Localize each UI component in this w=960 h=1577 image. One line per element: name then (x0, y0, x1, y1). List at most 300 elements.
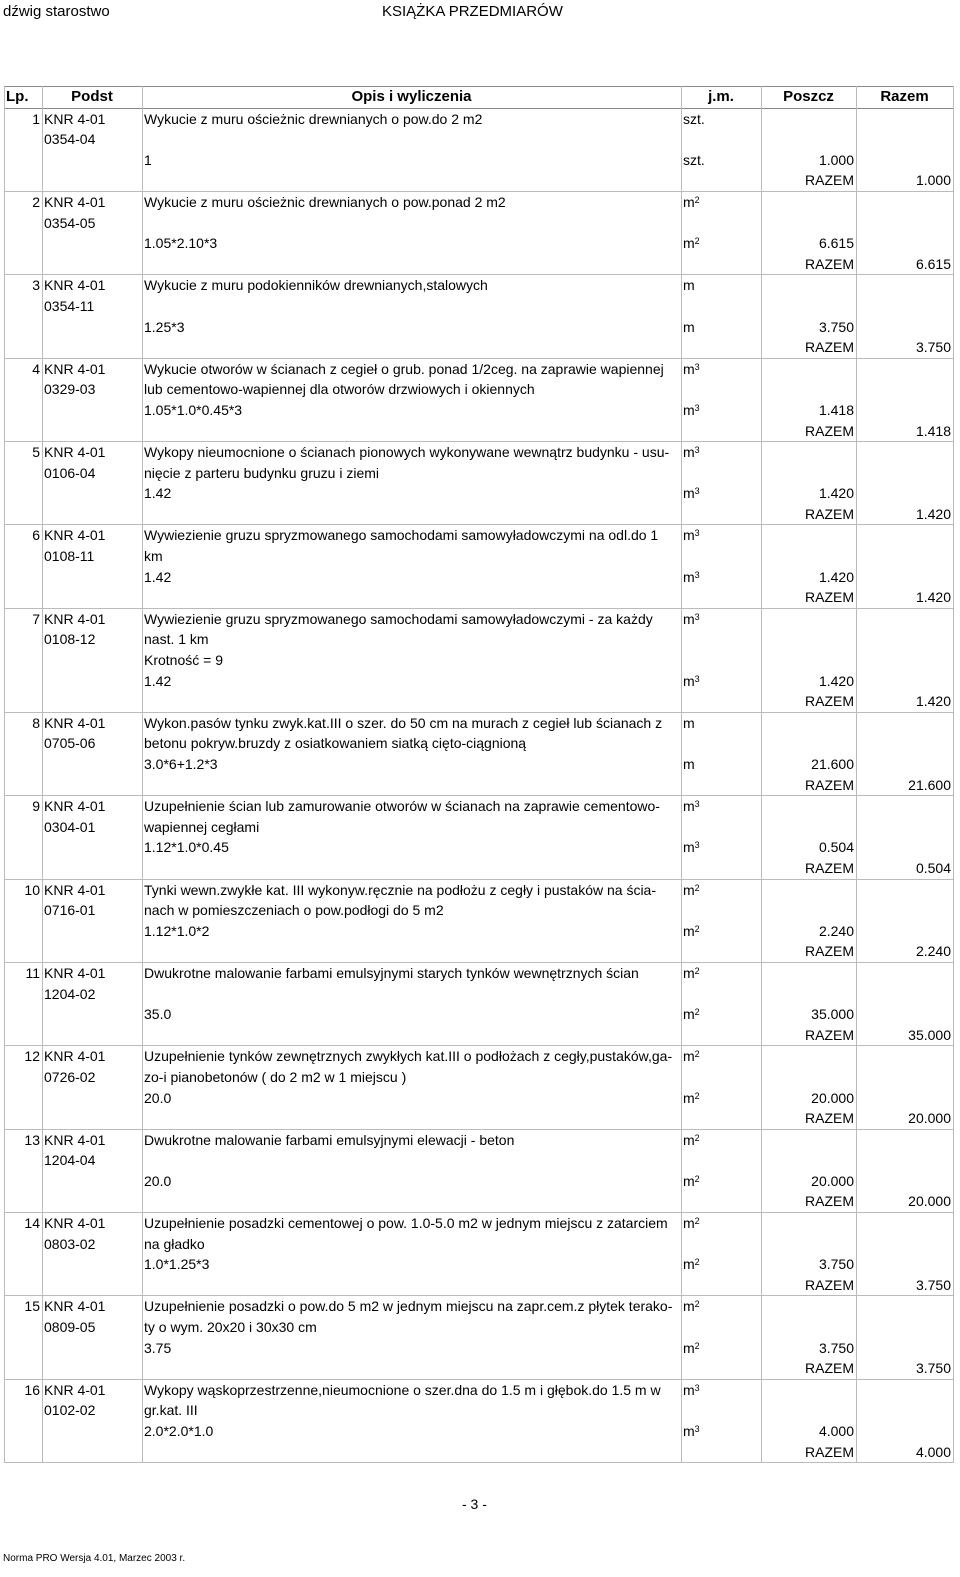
empty-cell (4, 504, 42, 525)
empty-cell (856, 233, 953, 254)
item-basis: KNR 4-01 (44, 1131, 106, 1148)
empty-cell (42, 671, 142, 692)
table-row (4, 1421, 953, 1442)
position-item (4, 1213, 953, 1296)
column-rule (142, 86, 143, 1463)
unit-exponent: 2 (694, 1299, 700, 1310)
empty-cell (42, 858, 142, 879)
empty-cell (681, 1025, 761, 1046)
unit-exponent: 3 (694, 611, 700, 622)
calc-expression: 1 (144, 151, 152, 168)
item-unit (681, 275, 761, 296)
empty-cell (142, 296, 681, 317)
table-row (4, 900, 953, 921)
empty-cell (761, 275, 856, 296)
unit-exponent: 2 (694, 194, 700, 205)
partial-quantity: 1.420 (818, 485, 854, 502)
calc-unit (681, 1254, 761, 1275)
empty-cell (681, 858, 761, 879)
table-row (4, 1379, 953, 1400)
column-rule (761, 86, 762, 1463)
empty-cell (761, 900, 856, 921)
empty-cell (856, 1338, 953, 1359)
item-description: Wykopy nieumocnione o ścianach pionowych wykonywane wewnątrz budynku - usu- (144, 444, 670, 461)
empty-cell (142, 504, 681, 525)
empty-cell (4, 858, 42, 879)
razem-label: RAZEM (761, 1442, 856, 1463)
table-header-row (4, 87, 953, 109)
column-rule (42, 86, 43, 1463)
empty-cell (42, 650, 142, 671)
razem-label: RAZEM (761, 254, 856, 275)
partial-quantity: 3.750 (818, 1339, 854, 1356)
empty-cell (681, 213, 761, 234)
table-row (4, 567, 953, 588)
item-unit (681, 1129, 761, 1150)
empty-cell (856, 400, 953, 421)
unit-symbol: szt. (683, 110, 705, 127)
empty-cell (856, 921, 953, 942)
empty-cell (42, 754, 142, 775)
empty-cell (4, 650, 42, 671)
empty-cell (42, 254, 142, 275)
page-number: - 3 - (462, 1496, 487, 1512)
empty-cell (4, 317, 42, 338)
position-item (4, 358, 953, 441)
razem-label: RAZEM (761, 1108, 856, 1129)
empty-cell (856, 1421, 953, 1442)
empty-cell (4, 213, 42, 234)
table-row (4, 296, 953, 317)
empty-cell (856, 483, 953, 504)
item-basis: 0809-05 (44, 1319, 96, 1336)
empty-cell (681, 546, 761, 567)
calc-unit (681, 837, 761, 858)
table-row (4, 421, 953, 442)
empty-cell (681, 504, 761, 525)
item-number: 10 (24, 881, 40, 898)
item-unit (681, 525, 761, 546)
empty-cell (4, 1004, 42, 1025)
item-basis: 0354-05 (44, 214, 96, 231)
total-quantity: 3.750 (856, 1275, 953, 1296)
item-basis: 0108-12 (44, 631, 96, 648)
position-item (4, 1129, 953, 1212)
empty-cell (856, 962, 953, 983)
item-unit (681, 608, 761, 629)
position-item (4, 1046, 953, 1129)
empty-cell (42, 317, 142, 338)
empty-cell (142, 129, 681, 150)
item-unit (681, 108, 761, 129)
empty-cell (681, 1108, 761, 1129)
document-header-left: dźwig starostwo (3, 3, 110, 20)
empty-cell (761, 1129, 856, 1150)
unit-symbol: m (683, 360, 695, 377)
razem-label: RAZEM (761, 504, 856, 525)
calc-expression: 1.12*1.0*0.45 (144, 839, 229, 856)
empty-cell (4, 1275, 42, 1296)
total-quantity: 4.000 (856, 1442, 953, 1463)
empty-cell (681, 1442, 761, 1463)
empty-cell (856, 712, 953, 733)
empty-cell (42, 421, 142, 442)
item-basis: KNR 4-01 (44, 193, 106, 210)
table-row (4, 213, 953, 234)
empty-cell (4, 463, 42, 484)
table-row (4, 317, 953, 338)
empty-cell (681, 1358, 761, 1379)
empty-cell (856, 150, 953, 171)
table-row (4, 1338, 953, 1359)
empty-cell (4, 1400, 42, 1421)
empty-cell (142, 691, 681, 712)
position-item (4, 1379, 953, 1462)
unit-exponent: 3 (694, 445, 700, 456)
empty-cell (4, 1317, 42, 1338)
total-quantity: 3.750 (856, 337, 953, 358)
empty-cell (761, 1234, 856, 1255)
table-row (4, 1025, 953, 1046)
item-description: Wykucie z muru ościeżnic drewnianych o pow.do 2 m2 (144, 110, 483, 127)
empty-cell (761, 733, 856, 754)
unit-symbol: m (683, 277, 695, 294)
empty-cell (42, 691, 142, 712)
partial-quantity: 3.750 (818, 318, 854, 335)
empty-cell (856, 567, 953, 588)
calc-unit (681, 1171, 761, 1192)
calc-expression: 1.42 (144, 568, 172, 585)
empty-cell (142, 170, 681, 191)
total-quantity: 1.418 (856, 421, 953, 442)
item-description: Wykucie z muru podokienników drewnianych,stalowych (144, 277, 488, 294)
item-number: 16 (24, 1381, 40, 1398)
empty-cell (4, 379, 42, 400)
table-row (4, 817, 953, 838)
table-row (4, 754, 953, 775)
razem-label: RAZEM (761, 941, 856, 962)
measurement-table (4, 86, 953, 1463)
empty-cell (761, 442, 856, 463)
item-description: Uzupełnienie posadzki o pow.do 5 m2 w jednym miejscu na zapr.cem.z płytek terako- (144, 1298, 673, 1315)
empty-cell (42, 1254, 142, 1275)
empty-cell (856, 463, 953, 484)
razem-label: RAZEM (761, 858, 856, 879)
item-basis: 0354-04 (44, 131, 96, 148)
partial-quantity: 1.000 (818, 151, 854, 168)
unit-exponent: 3 (694, 799, 700, 810)
calc-unit (681, 1004, 761, 1025)
empty-cell (761, 1046, 856, 1067)
item-basis: KNR 4-01 (44, 527, 106, 544)
item-basis: 0329-03 (44, 381, 96, 398)
table-row (4, 275, 953, 296)
empty-cell (42, 504, 142, 525)
item-description: Wykon.pasów tynku zwyk.kat.III o szer. do 50 cm na murach z cegieł lub ścianach z (144, 714, 663, 731)
item-unit (681, 962, 761, 983)
table-row (4, 337, 953, 358)
table-row (4, 858, 953, 879)
empty-cell (761, 296, 856, 317)
empty-cell (761, 650, 856, 671)
empty-cell (761, 379, 856, 400)
table-row (4, 1046, 953, 1067)
item-description: Dwukrotne malowanie farbami emulsyjnymi starych tynków wewnętrznych ścian (144, 964, 639, 981)
item-basis: 0108-11 (44, 548, 95, 565)
item-basis: KNR 4-01 (44, 1381, 106, 1398)
razem-label: RAZEM (761, 1191, 856, 1212)
unit-symbol: m (683, 798, 695, 815)
empty-cell (4, 1421, 42, 1442)
table-row (4, 941, 953, 962)
empty-cell (4, 337, 42, 358)
item-unit (681, 796, 761, 817)
table-row (4, 129, 953, 150)
empty-cell (761, 463, 856, 484)
unit-exponent: 2 (694, 1216, 700, 1227)
table-row (4, 191, 953, 212)
empty-cell (4, 1171, 42, 1192)
table-row (4, 1067, 953, 1088)
col-header-podst: Podst (42, 87, 142, 109)
unit-symbol: m (683, 193, 695, 210)
software-footer: Norma PRO Wersja 4.01, Marzec 2003 r. (3, 1553, 186, 1564)
empty-cell (761, 1067, 856, 1088)
empty-cell (856, 879, 953, 900)
item-description: betonu pokryw.bruzdy z osiatkowaniem siatką cięto-ciągnioną (144, 735, 527, 752)
calc-expression: 35.0 (144, 1006, 172, 1023)
col-header-razem: Razem (856, 87, 953, 109)
column-rule (681, 86, 682, 1463)
unit-exponent: 2 (694, 1132, 700, 1143)
item-basis: 0106-04 (44, 464, 96, 481)
table-row (4, 504, 953, 525)
table-row (4, 733, 953, 754)
unit-symbol: m (683, 964, 695, 981)
unit-symbol: m (683, 235, 695, 252)
total-quantity: 1.420 (856, 587, 953, 608)
table-row (4, 1358, 953, 1379)
item-number: 15 (24, 1298, 40, 1315)
table-row (4, 837, 953, 858)
partial-quantity: 35.000 (811, 1006, 854, 1023)
total-quantity: 3.750 (856, 1358, 953, 1379)
calc-unit (681, 921, 761, 942)
empty-cell (42, 150, 142, 171)
partial-quantity: 0.504 (818, 839, 854, 856)
calc-expression: 3.75 (144, 1339, 172, 1356)
empty-cell (856, 1046, 953, 1067)
empty-cell (681, 900, 761, 921)
empty-cell (681, 296, 761, 317)
empty-cell (856, 213, 953, 234)
empty-cell (681, 587, 761, 608)
item-description: Uzupełnienie posadzki cementowej o pow. 1.0-5.0 m2 w jednym miejscu z zatarciem (144, 1215, 668, 1232)
empty-cell (4, 296, 42, 317)
calc-unit (681, 671, 761, 692)
empty-cell (856, 379, 953, 400)
partial-quantity: 3.750 (818, 1256, 854, 1273)
partial-quantity: 4.000 (818, 1423, 854, 1439)
item-basis: 0304-01 (44, 818, 96, 835)
calc-expression: 2.0*2.0*1.0 (144, 1423, 214, 1439)
table-row (4, 1400, 953, 1421)
unit-exponent: 3 (694, 528, 700, 539)
item-number: 13 (24, 1131, 40, 1148)
partial-quantity: 1.420 (818, 672, 854, 689)
partial-quantity: 2.240 (818, 922, 854, 939)
empty-cell (761, 712, 856, 733)
empty-cell (4, 1191, 42, 1212)
empty-cell (681, 629, 761, 650)
empty-cell (42, 775, 142, 796)
item-basis: KNR 4-01 (44, 964, 106, 981)
empty-cell (761, 191, 856, 212)
item-basis: 0705-06 (44, 735, 96, 752)
empty-cell (761, 629, 856, 650)
empty-cell (856, 129, 953, 150)
empty-cell (4, 1442, 42, 1463)
unit-exponent: 2 (694, 1090, 700, 1101)
empty-cell (681, 650, 761, 671)
empty-cell (42, 233, 142, 254)
empty-cell (681, 129, 761, 150)
unit-symbol: m (683, 881, 695, 898)
unit-symbol: m (683, 1006, 695, 1023)
item-description: na gładko (144, 1235, 205, 1252)
position-item (4, 191, 953, 274)
table-row (4, 1254, 953, 1275)
calc-unit (681, 567, 761, 588)
empty-cell (4, 1067, 42, 1088)
empty-cell (4, 567, 42, 588)
empty-cell (761, 546, 856, 567)
empty-cell (4, 129, 42, 150)
empty-cell (4, 483, 42, 504)
empty-cell (4, 546, 42, 567)
item-number: 3 (32, 277, 40, 294)
calc-unit (681, 483, 761, 504)
item-basis: 0354-11 (44, 297, 95, 314)
empty-cell (856, 296, 953, 317)
unit-symbol: m (683, 1381, 695, 1398)
item-basis: 0803-02 (44, 1235, 96, 1252)
empty-cell (856, 650, 953, 671)
item-basis: 0726-02 (44, 1068, 96, 1085)
unit-exponent: 3 (694, 486, 700, 497)
total-quantity: 21.600 (856, 775, 953, 796)
empty-cell (761, 1213, 856, 1234)
empty-cell (42, 1088, 142, 1109)
table-row (4, 796, 953, 817)
calc-expression: 20.0 (144, 1172, 172, 1189)
empty-cell (42, 921, 142, 942)
empty-cell (856, 546, 953, 567)
empty-cell (681, 691, 761, 712)
empty-cell (4, 1150, 42, 1171)
unit-exponent: 2 (694, 1173, 700, 1184)
table-row (4, 546, 953, 567)
item-basis: 1204-02 (44, 985, 96, 1002)
item-number: 11 (25, 964, 40, 981)
item-description: Wywiezienie gruzu spryzmowanego samochodami samowyładowczymi - za każdy (144, 610, 653, 627)
empty-cell (761, 796, 856, 817)
empty-cell (42, 941, 142, 962)
position-item (4, 608, 953, 712)
empty-cell (142, 213, 681, 234)
empty-cell (4, 150, 42, 171)
item-basis: KNR 4-01 (44, 714, 106, 731)
unit-symbol: m (683, 485, 695, 502)
empty-cell (856, 525, 953, 546)
unit-exponent: 3 (694, 569, 700, 580)
unit-exponent: 2 (694, 1049, 700, 1060)
unit-symbol: m (683, 1048, 695, 1065)
table-row (4, 1275, 953, 1296)
empty-cell (681, 1275, 761, 1296)
empty-cell (856, 671, 953, 692)
razem-label: RAZEM (761, 587, 856, 608)
column-rule (4, 86, 5, 1463)
empty-cell (4, 400, 42, 421)
empty-cell (142, 1150, 681, 1171)
empty-cell (42, 400, 142, 421)
total-quantity: 0.504 (856, 858, 953, 879)
empty-cell (4, 629, 42, 650)
unit-symbol: m (683, 1215, 695, 1232)
empty-cell (856, 1234, 953, 1255)
empty-cell (681, 984, 761, 1005)
empty-cell (856, 1213, 953, 1234)
table-row (4, 483, 953, 504)
unit-symbol: szt. (683, 151, 705, 168)
unit-symbol: m (683, 1131, 695, 1148)
item-description: Dwukrotne malowanie farbami emulsyjnymi elewacji - beton (144, 1131, 515, 1148)
empty-cell (681, 1234, 761, 1255)
empty-cell (856, 754, 953, 775)
empty-cell (142, 254, 681, 275)
empty-cell (4, 817, 42, 838)
calc-unit (681, 233, 761, 254)
razem-label: RAZEM (761, 1275, 856, 1296)
unit-symbol: m (683, 839, 695, 856)
position-item (4, 879, 953, 962)
calc-expression: 1.42 (144, 485, 172, 502)
empty-cell (42, 1191, 142, 1212)
col-header-jm: j.m. (681, 87, 761, 109)
empty-cell (42, 337, 142, 358)
unit-symbol: m (683, 1423, 695, 1439)
table-row (4, 1296, 953, 1317)
item-unit (681, 358, 761, 379)
item-description: zo-i pianobetonów ( do 2 m2 w 1 miejscu ) (144, 1068, 407, 1085)
empty-cell (681, 1150, 761, 1171)
item-unit (681, 1296, 761, 1317)
table-row (4, 463, 953, 484)
empty-cell (4, 754, 42, 775)
item-number: 1 (32, 110, 40, 127)
col-header-lp: Lp. (4, 87, 42, 109)
table-row (4, 233, 953, 254)
item-basis: KNR 4-01 (44, 444, 106, 461)
empty-cell (761, 129, 856, 150)
unit-exponent: 3 (694, 402, 700, 413)
item-basis: KNR 4-01 (44, 881, 106, 898)
calc-unit (681, 317, 761, 338)
empty-cell (856, 1400, 953, 1421)
calc-expression: 1.05*2.10*3 (144, 235, 218, 252)
unit-symbol: m (683, 1256, 695, 1273)
